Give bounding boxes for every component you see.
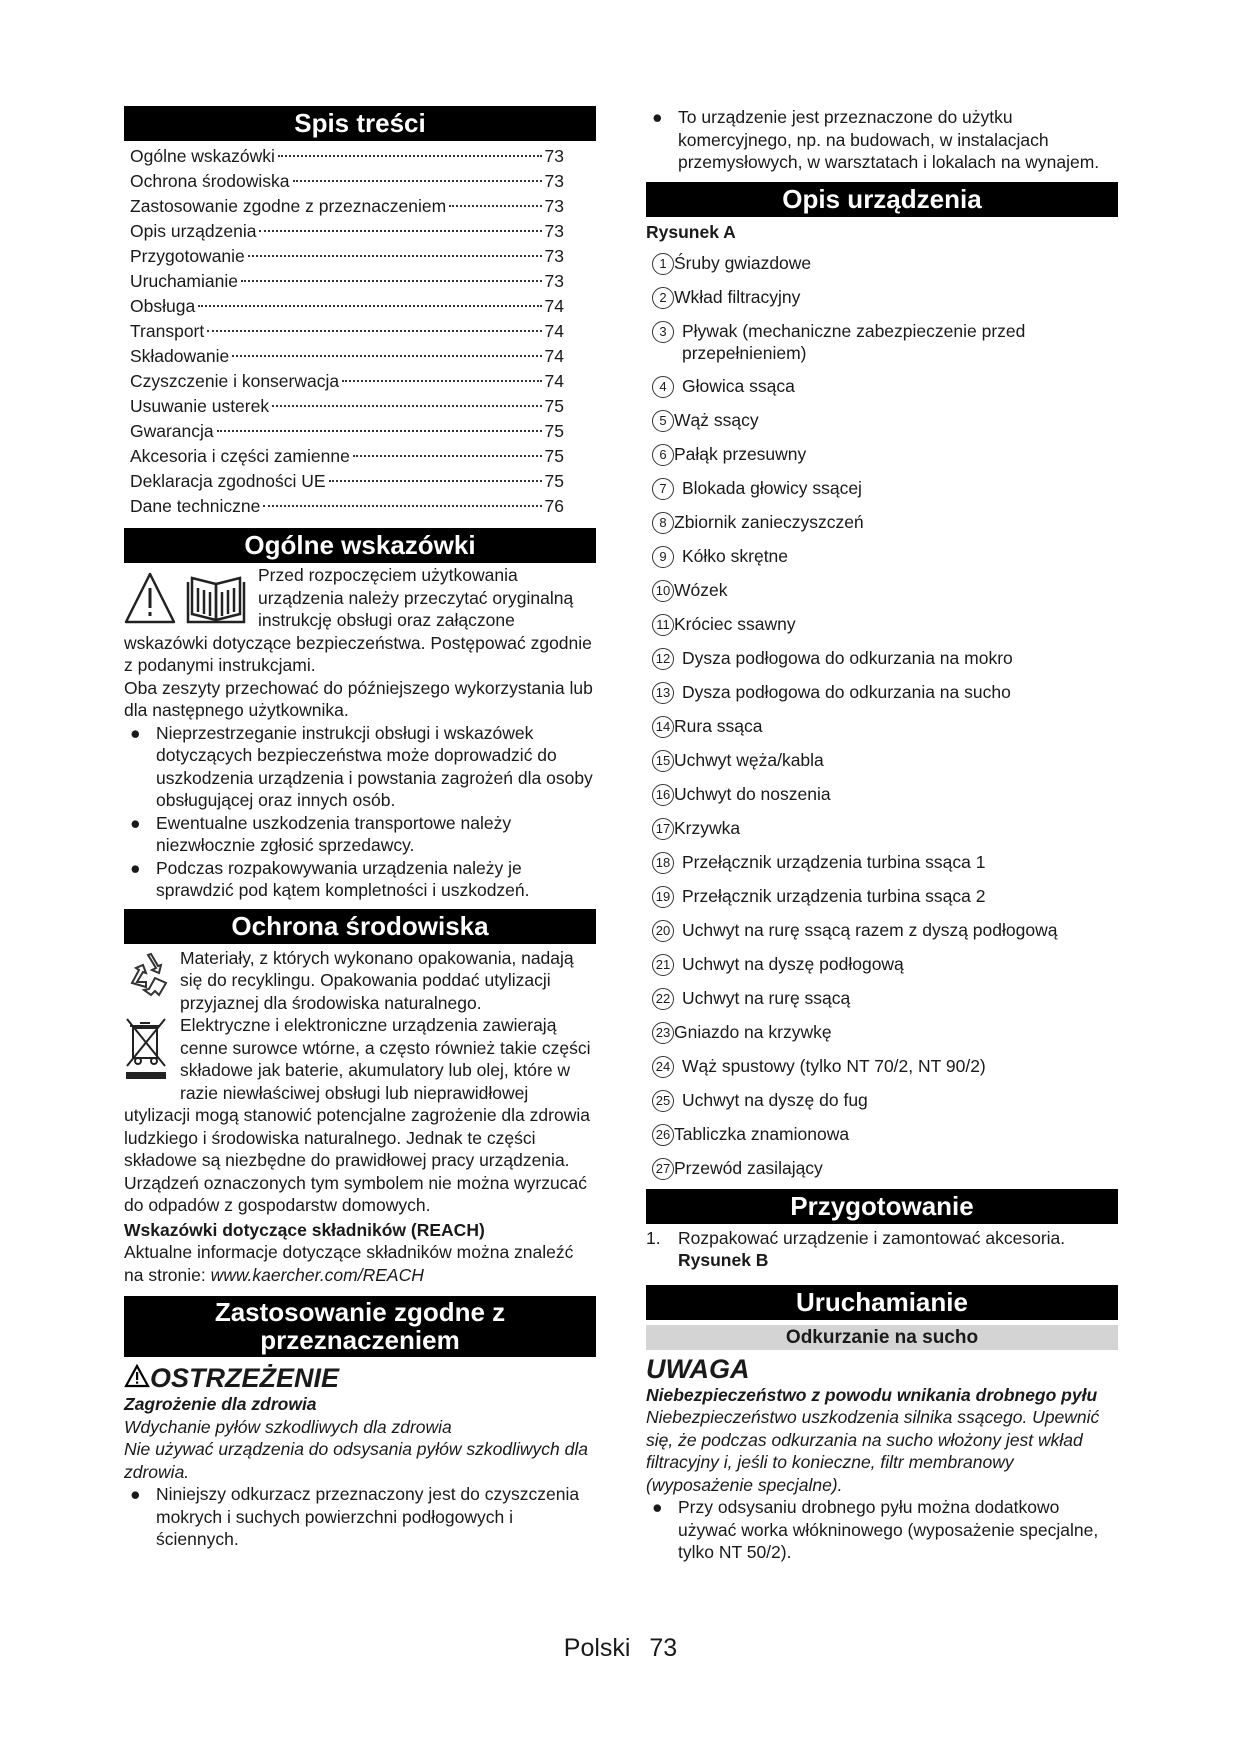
- environment-heading: Ochrona środowiska: [124, 909, 596, 944]
- part-label: Dysza podłogowa do odkurzania na mokro: [682, 647, 1013, 668]
- part-number-badge: 10: [652, 580, 674, 602]
- footer-language: Polski: [563, 1634, 631, 1662]
- part-item: [646, 1055, 1118, 1078]
- part-item: [646, 579, 1118, 602]
- part-number-badge: 18: [652, 852, 674, 874]
- crossed-bin-icon: [124, 1016, 170, 1082]
- toc-entry[interactable]: [124, 269, 596, 294]
- part-item: [646, 817, 1118, 840]
- toc-dot-leader: [293, 180, 542, 182]
- toc-entry[interactable]: [124, 394, 596, 419]
- hazard-line-2: Nie używać urządzenia do odsysania pyłów szkodliwych dla zdrowia.: [124, 1439, 588, 1482]
- part-item: [646, 783, 1118, 806]
- toc-entry-title: Deklaracja zgodności UE: [130, 471, 326, 491]
- part-item: [646, 851, 1118, 874]
- part-item: [646, 511, 1118, 534]
- part-number-badge: 24: [652, 1056, 674, 1078]
- toc-entry[interactable]: [124, 319, 596, 344]
- part-item: [646, 749, 1118, 772]
- part-item: [646, 375, 1118, 398]
- toc-entry-page: 74: [544, 321, 564, 341]
- toc-entry-title: Przygotowanie: [130, 246, 245, 266]
- part-item: [646, 443, 1118, 466]
- toc-entry-title: Akcesoria i części zamienne: [130, 446, 350, 466]
- toc-entry-title: Składowanie: [130, 346, 230, 366]
- part-label: Pałąk przesuwny: [674, 443, 807, 464]
- preparation-step: 1. Rozpakować urządzenie i zamontować akcesoria.: [646, 1227, 1066, 1248]
- part-label: Blokada głowicy ssącej: [682, 477, 862, 498]
- toc-dot-leader: [241, 280, 542, 282]
- toc-entry-title: Dane techniczne: [130, 496, 261, 516]
- toc-entry-page: 74: [544, 371, 564, 391]
- toc-entry-page: 73: [544, 171, 564, 191]
- toc-dot-leader: [232, 355, 541, 357]
- toc-entry[interactable]: [124, 469, 596, 494]
- toc-entry-page: 73: [544, 221, 564, 241]
- part-item: [646, 953, 1118, 976]
- part-item: [646, 613, 1118, 636]
- toc-entry-page: 74: [544, 296, 564, 316]
- part-item: [646, 885, 1118, 908]
- general-intro: [124, 564, 596, 677]
- part-label: Wąż ssący: [674, 409, 759, 430]
- general-bullet: ● Nieprzestrzeganie instrukcji obsługi i wskazówek dotyczących bezpieczeństwa może doprowadzić do uszkodzenia urządzenia i powstania zagrożeń dla osoby obsługującej oraz innych osób.: [130, 722, 593, 810]
- toc-dot-leader: [217, 430, 542, 432]
- part-item: [646, 286, 1118, 309]
- toc-dot-leader: [329, 480, 542, 482]
- recycling-icon: [124, 949, 172, 997]
- part-item: [646, 681, 1118, 704]
- intended-use-heading: [124, 1296, 596, 1357]
- toc-dot-leader: [248, 255, 542, 257]
- part-label: Uchwyt na rurę ssącą razem z dyszą podłogową: [682, 919, 1058, 940]
- toc-dot-leader: [278, 155, 542, 157]
- toc-entry-page: 75: [544, 471, 564, 491]
- figure-b-label: Rysunek B: [678, 1250, 769, 1270]
- startup-bullet: ● Przy odsysaniu drobnego pyłu można dodatkowo używać worka włókninowego (wyposażenie specjalne, tylko NT 50/2).: [652, 1497, 1099, 1562]
- part-label: Dysza podłogowa do odkurzania na sucho: [682, 681, 1011, 702]
- recycling-text: Materiały, z których wykonano opakowania, nadają się do recyklingu. Opakowania poddać utylizacji przyjaznej dla środowiska naturalnego.: [180, 947, 574, 1013]
- toc-dot-leader: [263, 505, 541, 507]
- toc-entry-title: Ogólne wskazówki: [130, 146, 275, 166]
- part-label: Pływak (mechaniczne zabezpieczenie przed przepełnieniem): [682, 320, 1026, 363]
- reach-paragraph: [124, 1241, 596, 1286]
- part-label: Kółko skrętne: [682, 545, 789, 566]
- page-footer: [0, 1634, 1241, 1663]
- part-number-badge: 15: [652, 750, 674, 772]
- toc-entry[interactable]: [124, 244, 596, 269]
- toc-heading: Spis treści: [124, 106, 596, 141]
- part-item: [646, 1021, 1118, 1044]
- part-number-badge: 12: [652, 648, 674, 670]
- part-number-badge: 20: [652, 920, 674, 942]
- toc-entry-page: 73: [544, 146, 564, 166]
- toc-dot-leader: [342, 380, 541, 382]
- toc-entry[interactable]: [124, 344, 596, 369]
- toc-entry[interactable]: [124, 169, 596, 194]
- weee-block: [124, 1014, 596, 1217]
- part-number-badge: 6: [652, 444, 674, 466]
- part-number-badge: 23: [652, 1022, 674, 1044]
- part-item: [646, 1157, 1118, 1180]
- general-heading: Ogólne wskazówki: [124, 528, 596, 563]
- hazard-line-1: Wdychanie pyłów szkodliwych dla zdrowia: [124, 1416, 452, 1437]
- toc-entry-page: 75: [544, 396, 564, 416]
- part-item: [646, 409, 1118, 432]
- part-number-badge: 8: [652, 512, 674, 534]
- toc-dot-leader: [198, 305, 541, 307]
- intended-bullet-1: ● Niniejszy odkurzacz przeznaczony jest do czyszczenia mokrych i suchych powierzchni podłogowych i ściennych.: [130, 1484, 580, 1549]
- part-label: Przewód zasilający: [674, 1157, 823, 1178]
- reach-title: Wskazówki dotyczące składników (REACH): [124, 1219, 485, 1240]
- part-item: [646, 987, 1118, 1010]
- toc-entry[interactable]: [124, 419, 596, 444]
- part-item: [646, 647, 1118, 670]
- toc-entry-title: Transport: [130, 321, 205, 341]
- part-item: [646, 1123, 1118, 1146]
- reach-link[interactable]: www.kaercher.com/REACH: [210, 1264, 424, 1285]
- part-item: [646, 252, 1118, 275]
- part-item: [646, 320, 1118, 364]
- part-item: [646, 715, 1118, 738]
- warning-label: OSTRZEŻENIE: [150, 1363, 340, 1393]
- weee-text-content: Elektryczne i elektroniczne urządzenia zawierają cenne surowce wtórne, a często również takie części składowe jak baterie, akumulatory lub olej, które w razie niewłaściwej obsługi lub nieprawidłowej utylizacji mogą stanowić potencjalne zagrożenie dla zdrowia ludzkiego i środowiska naturalnego. Jednak te części składowe są niezbędne do prawidłowej pracy urządzenia. Urządzeń oznaczonych tym symbolem nie można wyrzucać do odpadów z gospodarstw domowych.: [124, 1015, 591, 1215]
- part-number-badge: 11: [652, 614, 674, 636]
- general-bullets: [124, 722, 596, 902]
- icon-float-spacer: [124, 564, 258, 630]
- toc-entry-page: 76: [544, 496, 564, 516]
- part-number-badge: 1: [652, 253, 674, 275]
- startup-heading: Uruchamianie: [646, 1285, 1118, 1320]
- part-item: [646, 1089, 1118, 1112]
- part-item: [646, 919, 1118, 942]
- toc-entry[interactable]: [124, 144, 596, 169]
- part-label: Gniazdo na krzywkę: [674, 1021, 832, 1042]
- part-number-badge: 7: [652, 478, 674, 500]
- intended-use-heading-line2: przeznaczeniem: [260, 1325, 460, 1355]
- part-label: Uchwyt na rurę ssącą: [682, 987, 851, 1008]
- toc-entry[interactable]: [124, 219, 596, 244]
- notice-signal: UWAGA: [646, 1353, 750, 1384]
- toc-entry-page: 73: [544, 271, 564, 291]
- notice-title: Niebezpieczeństwo z powodu wnikania drobnego pyłu: [646, 1384, 1098, 1405]
- part-label: Tabliczka znamionowa: [674, 1123, 850, 1144]
- part-label: Krzywka: [674, 817, 741, 838]
- part-label: Przełącznik urządzenia turbina ssąca 2: [682, 885, 986, 906]
- toc-entry-page: 74: [544, 346, 564, 366]
- part-item: [646, 477, 1118, 500]
- part-number-badge: 27: [652, 1158, 674, 1180]
- toc-dot-leader: [207, 330, 541, 332]
- toc-entry-title: Gwarancja: [130, 421, 214, 441]
- part-number-badge: 13: [652, 682, 674, 704]
- part-number-badge: 25: [652, 1090, 674, 1112]
- toc-entry[interactable]: [124, 494, 596, 519]
- parts-list: [646, 252, 1118, 1180]
- toc-entry[interactable]: [124, 194, 596, 219]
- toc-entry-title: Obsługa: [130, 296, 196, 316]
- toc-entry-title: Opis urządzenia: [130, 221, 257, 241]
- part-number-badge: 19: [652, 886, 674, 908]
- general-bullet: ● Podczas rozpakowywania urządzenia należy je sprawdzić pod kątem kompletności i uszkodzeń.: [130, 857, 530, 900]
- reach-text: Aktualne informacje dotyczące składników można znaleźć na stronie:: [124, 1242, 574, 1285]
- toc-entry[interactable]: [124, 444, 596, 469]
- part-label: Uchwyt na dyszę do fug: [682, 1089, 868, 1110]
- dry-vacuum-subheading: Odkurzanie na sucho: [646, 1325, 1118, 1350]
- toc-entry[interactable]: [124, 294, 596, 319]
- part-number-badge: 3: [652, 321, 674, 343]
- toc-entry-title: Czyszczenie i konserwacja: [130, 371, 340, 391]
- figure-a-label: Rysunek A: [646, 221, 736, 242]
- toc-entry-page: 73: [544, 246, 564, 266]
- part-label: Rura ssąca: [674, 715, 763, 736]
- part-number-badge: 17: [652, 818, 674, 840]
- weee-text: [124, 1014, 596, 1217]
- left-column: [124, 106, 596, 1551]
- toc-entry-page: 75: [544, 446, 564, 466]
- part-number-badge: 2: [652, 287, 674, 309]
- toc-entry[interactable]: [124, 369, 596, 394]
- part-label: Głowica ssąca: [682, 375, 795, 396]
- table-of-contents: [124, 144, 596, 519]
- part-label: Śruby gwiazdowe: [674, 252, 812, 273]
- toc-entry-title: Zastosowanie zgodne z przeznaczeniem: [130, 196, 447, 216]
- part-label: Uchwyt węża/kabla: [674, 749, 824, 770]
- toc-entry-title: Ochrona środowiska: [130, 171, 290, 191]
- part-number-badge: 22: [652, 988, 674, 1010]
- general-intro-text: Przed rozpoczęciem użytkowania urządzenia należy przeczytać oryginalną instrukcję obsługi oraz załączone wskazówki dotyczące bezpieczeństwa. Postępować zgodnie z podanymi instrukcjami.: [124, 565, 592, 675]
- toc-dot-leader: [272, 405, 541, 407]
- toc-entry-title: Uruchamianie: [130, 271, 238, 291]
- part-number-badge: 14: [652, 716, 674, 738]
- part-label: Wózek: [674, 579, 728, 600]
- toc-entry-page: 75: [544, 421, 564, 441]
- hazard-title: Zagrożenie dla zdrowia: [124, 1394, 317, 1414]
- part-label: Uchwyt do noszenia: [674, 783, 831, 804]
- recycling-block: [124, 947, 596, 1015]
- general-keep-text: Oba zeszyty przechować do późniejszego wykorzystania lub dla następnego użytkownika.: [124, 677, 593, 720]
- part-number-badge: 21: [652, 954, 674, 976]
- intended-bullet-2: ● To urządzenie jest przeznaczone do użytku komercyjnego, np. na budowach, w instalacjach przemysłowych, w warsztatach i lokalach na wynajem.: [652, 107, 1100, 172]
- part-item: [646, 545, 1118, 568]
- part-number-badge: 16: [652, 784, 674, 806]
- toc-dot-leader: [353, 455, 542, 457]
- warning-signal: [124, 1363, 596, 1393]
- toc-entry-title: Usuwanie usterek: [130, 396, 270, 416]
- warning-small-icon: [124, 1364, 150, 1388]
- toc-entry-page: 73: [544, 196, 564, 216]
- part-label: Uchwyt na dyszę podłogową: [682, 953, 904, 974]
- intended-use-heading-line1: Zastosowanie zgodne z: [214, 1297, 506, 1327]
- part-number-badge: 4: [652, 376, 674, 398]
- notice-text: Niebezpieczeństwo uszkodzenia silnika ssącego. Upewnić się, że podczas odkurzania na sucho włożony jest wkład filtracyjny i, jeśli to konieczne, filtr membranowy (wyposażenie specjalne).: [646, 1407, 1100, 1495]
- part-label: Przełącznik urządzenia turbina ssąca 1: [682, 851, 986, 872]
- part-label: Zbiornik zanieczyszczeń: [674, 511, 864, 532]
- toc-dot-leader: [259, 230, 541, 232]
- general-bullet: ● Ewentualne uszkodzenia transportowe należy niezwłocznie zgłosić sprzedawcy.: [130, 812, 512, 855]
- preparation-heading: Przygotowanie: [646, 1189, 1118, 1224]
- part-label: Wkład filtracyjny: [674, 286, 801, 307]
- description-heading: Opis urządzenia: [646, 182, 1118, 217]
- part-number-badge: 9: [652, 546, 674, 568]
- toc-dot-leader: [449, 205, 541, 207]
- footer-page-number: 73: [649, 1634, 678, 1662]
- part-number-badge: 5: [652, 410, 674, 432]
- part-number-badge: 26: [652, 1124, 674, 1146]
- part-label: Wąż spustowy (tylko NT 70/2, NT 90/2): [682, 1055, 986, 1076]
- part-label: Króciec ssawny: [674, 613, 796, 634]
- right-column: [646, 106, 1118, 1564]
